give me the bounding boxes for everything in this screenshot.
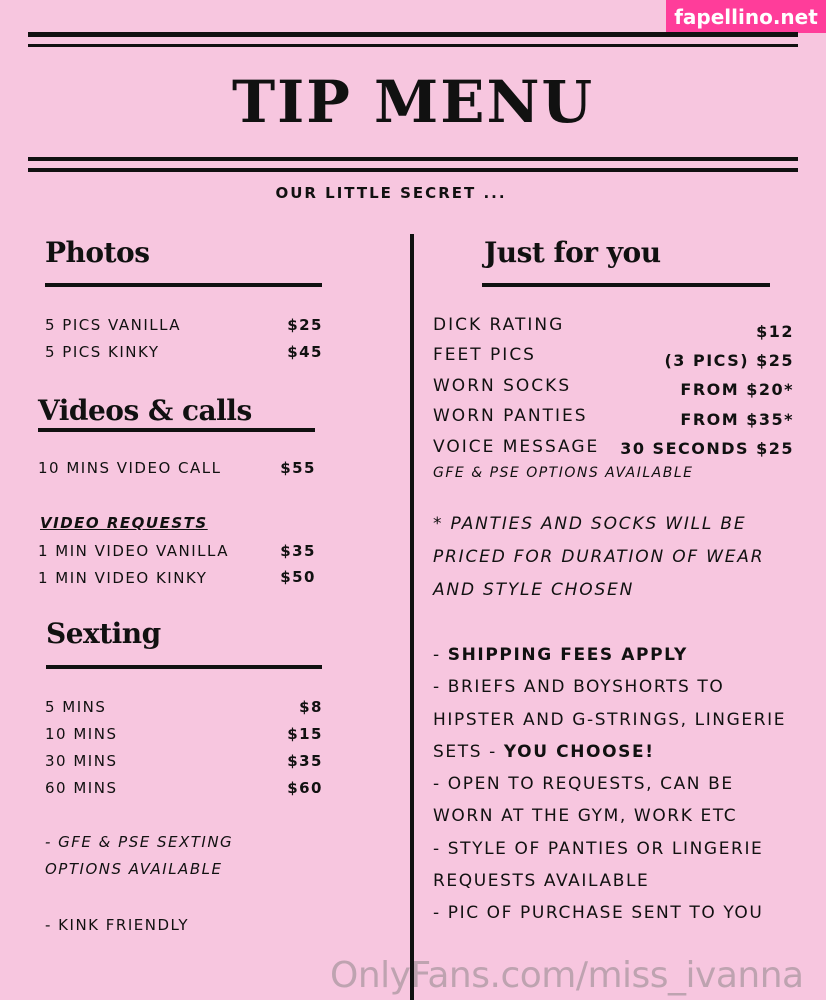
title-rule-bottom-1	[28, 157, 798, 161]
custom-item-label: DICK RATING	[433, 315, 565, 335]
video-request-price: $50	[280, 568, 316, 586]
sexting-item-price: $60	[287, 779, 323, 797]
sexting-heading: Sexting	[46, 617, 161, 650]
sexting-note-line: - GFE & PSE SEXTING	[45, 833, 234, 851]
sexting-item-price: $8	[299, 698, 323, 716]
purchase-pic-note: - PIC OF PURCHASE SENT TO YOU	[433, 903, 764, 923]
video-request-price: $35	[280, 542, 316, 560]
videos-item-label: 10 MINS VIDEO CALL	[38, 459, 222, 477]
menu-title: TIP MENU	[231, 68, 595, 136]
style-note-line: REQUESTS AVAILABLE	[433, 871, 650, 891]
briefs-note-prefix: SETS -	[433, 742, 504, 762]
title-rule-top-2	[28, 44, 798, 47]
videos-item-price: $55	[280, 459, 316, 477]
just-for-you-heading-rule	[482, 283, 770, 287]
photos-item-label: 5 PICS VANILLA	[45, 316, 182, 334]
you-choose-text: YOU CHOOSE!	[503, 742, 655, 762]
custom-item-label: VOICE MESSAGE	[433, 437, 600, 457]
shipping-note-text: SHIPPING FEES APPLY	[447, 645, 688, 665]
custom-item-label: WORN PANTIES	[433, 406, 588, 426]
asterisk-note-line: PRICED FOR DURATION OF WEAR	[433, 547, 765, 567]
briefs-note-line: HIPSTER AND G-STRINGS, LINGERIE	[433, 710, 787, 730]
source-watermark: OnlyFans.com/miss_ivanna	[330, 955, 804, 996]
sexting-item-label: 30 MINS	[45, 752, 118, 770]
briefs-note-line: - BRIEFS AND BOYSHORTS TO	[433, 677, 725, 697]
requests-note-line: WORN AT THE GYM, WORK ETC	[433, 806, 738, 826]
title-rule-bottom-2	[28, 168, 798, 172]
sexting-item-label: 10 MINS	[45, 725, 118, 743]
shipping-note: - SHIPPING FEES APPLY	[433, 645, 688, 665]
sexting-item-price: $35	[287, 752, 323, 770]
options-note: GFE & PSE OPTIONS AVAILABLE	[433, 465, 694, 481]
custom-item-price: FROM $20*	[680, 380, 794, 399]
custom-item-label: WORN SOCKS	[433, 376, 572, 396]
sexting-item-price: $15	[287, 725, 323, 743]
sexting-heading-rule	[46, 665, 322, 669]
custom-item-price: (3 PICS) $25	[664, 351, 794, 370]
photos-item-price: $25	[287, 316, 323, 334]
sexting-item-label: 60 MINS	[45, 779, 118, 797]
videos-heading: Videos & calls	[38, 394, 252, 427]
title-rule-top-1	[28, 32, 798, 37]
photos-item-label: 5 PICS KINKY	[45, 343, 160, 361]
photos-heading-rule	[45, 283, 322, 287]
custom-item-price: $12	[756, 322, 794, 341]
video-request-label: 1 MIN VIDEO VANILLA	[38, 542, 229, 560]
custom-item-price: FROM $35*	[680, 410, 794, 429]
column-divider	[410, 234, 414, 1000]
photos-heading: Photos	[45, 236, 150, 269]
style-note-line: - STYLE OF PANTIES OR LINGERIE	[433, 839, 764, 859]
kink-friendly-note: - KINK FRIENDLY	[45, 916, 190, 934]
custom-item-price: 30 SECONDS $25	[620, 439, 794, 458]
videos-heading-rule	[38, 428, 315, 432]
requests-note-line: - OPEN TO REQUESTS, CAN BE	[433, 774, 734, 794]
site-watermark: fapellino.net	[666, 0, 826, 33]
briefs-note-line	[433, 736, 655, 768]
asterisk-note-line: * PANTIES AND SOCKS WILL BE	[433, 514, 747, 534]
asterisk-note-line: AND STYLE CHOSEN	[433, 580, 635, 600]
custom-item-label: FEET PICS	[433, 345, 536, 365]
video-requests-heading: VIDEO REQUESTS	[40, 514, 208, 532]
sexting-item-label: 5 MINS	[45, 698, 107, 716]
video-request-label: 1 MIN VIDEO KINKY	[38, 569, 208, 587]
just-for-you-heading: Just for you	[484, 236, 661, 269]
photos-item-price: $45	[287, 343, 323, 361]
sexting-note-line: OPTIONS AVAILABLE	[45, 860, 223, 878]
menu-subtitle: OUR LITTLE SECRET ...	[275, 184, 507, 202]
